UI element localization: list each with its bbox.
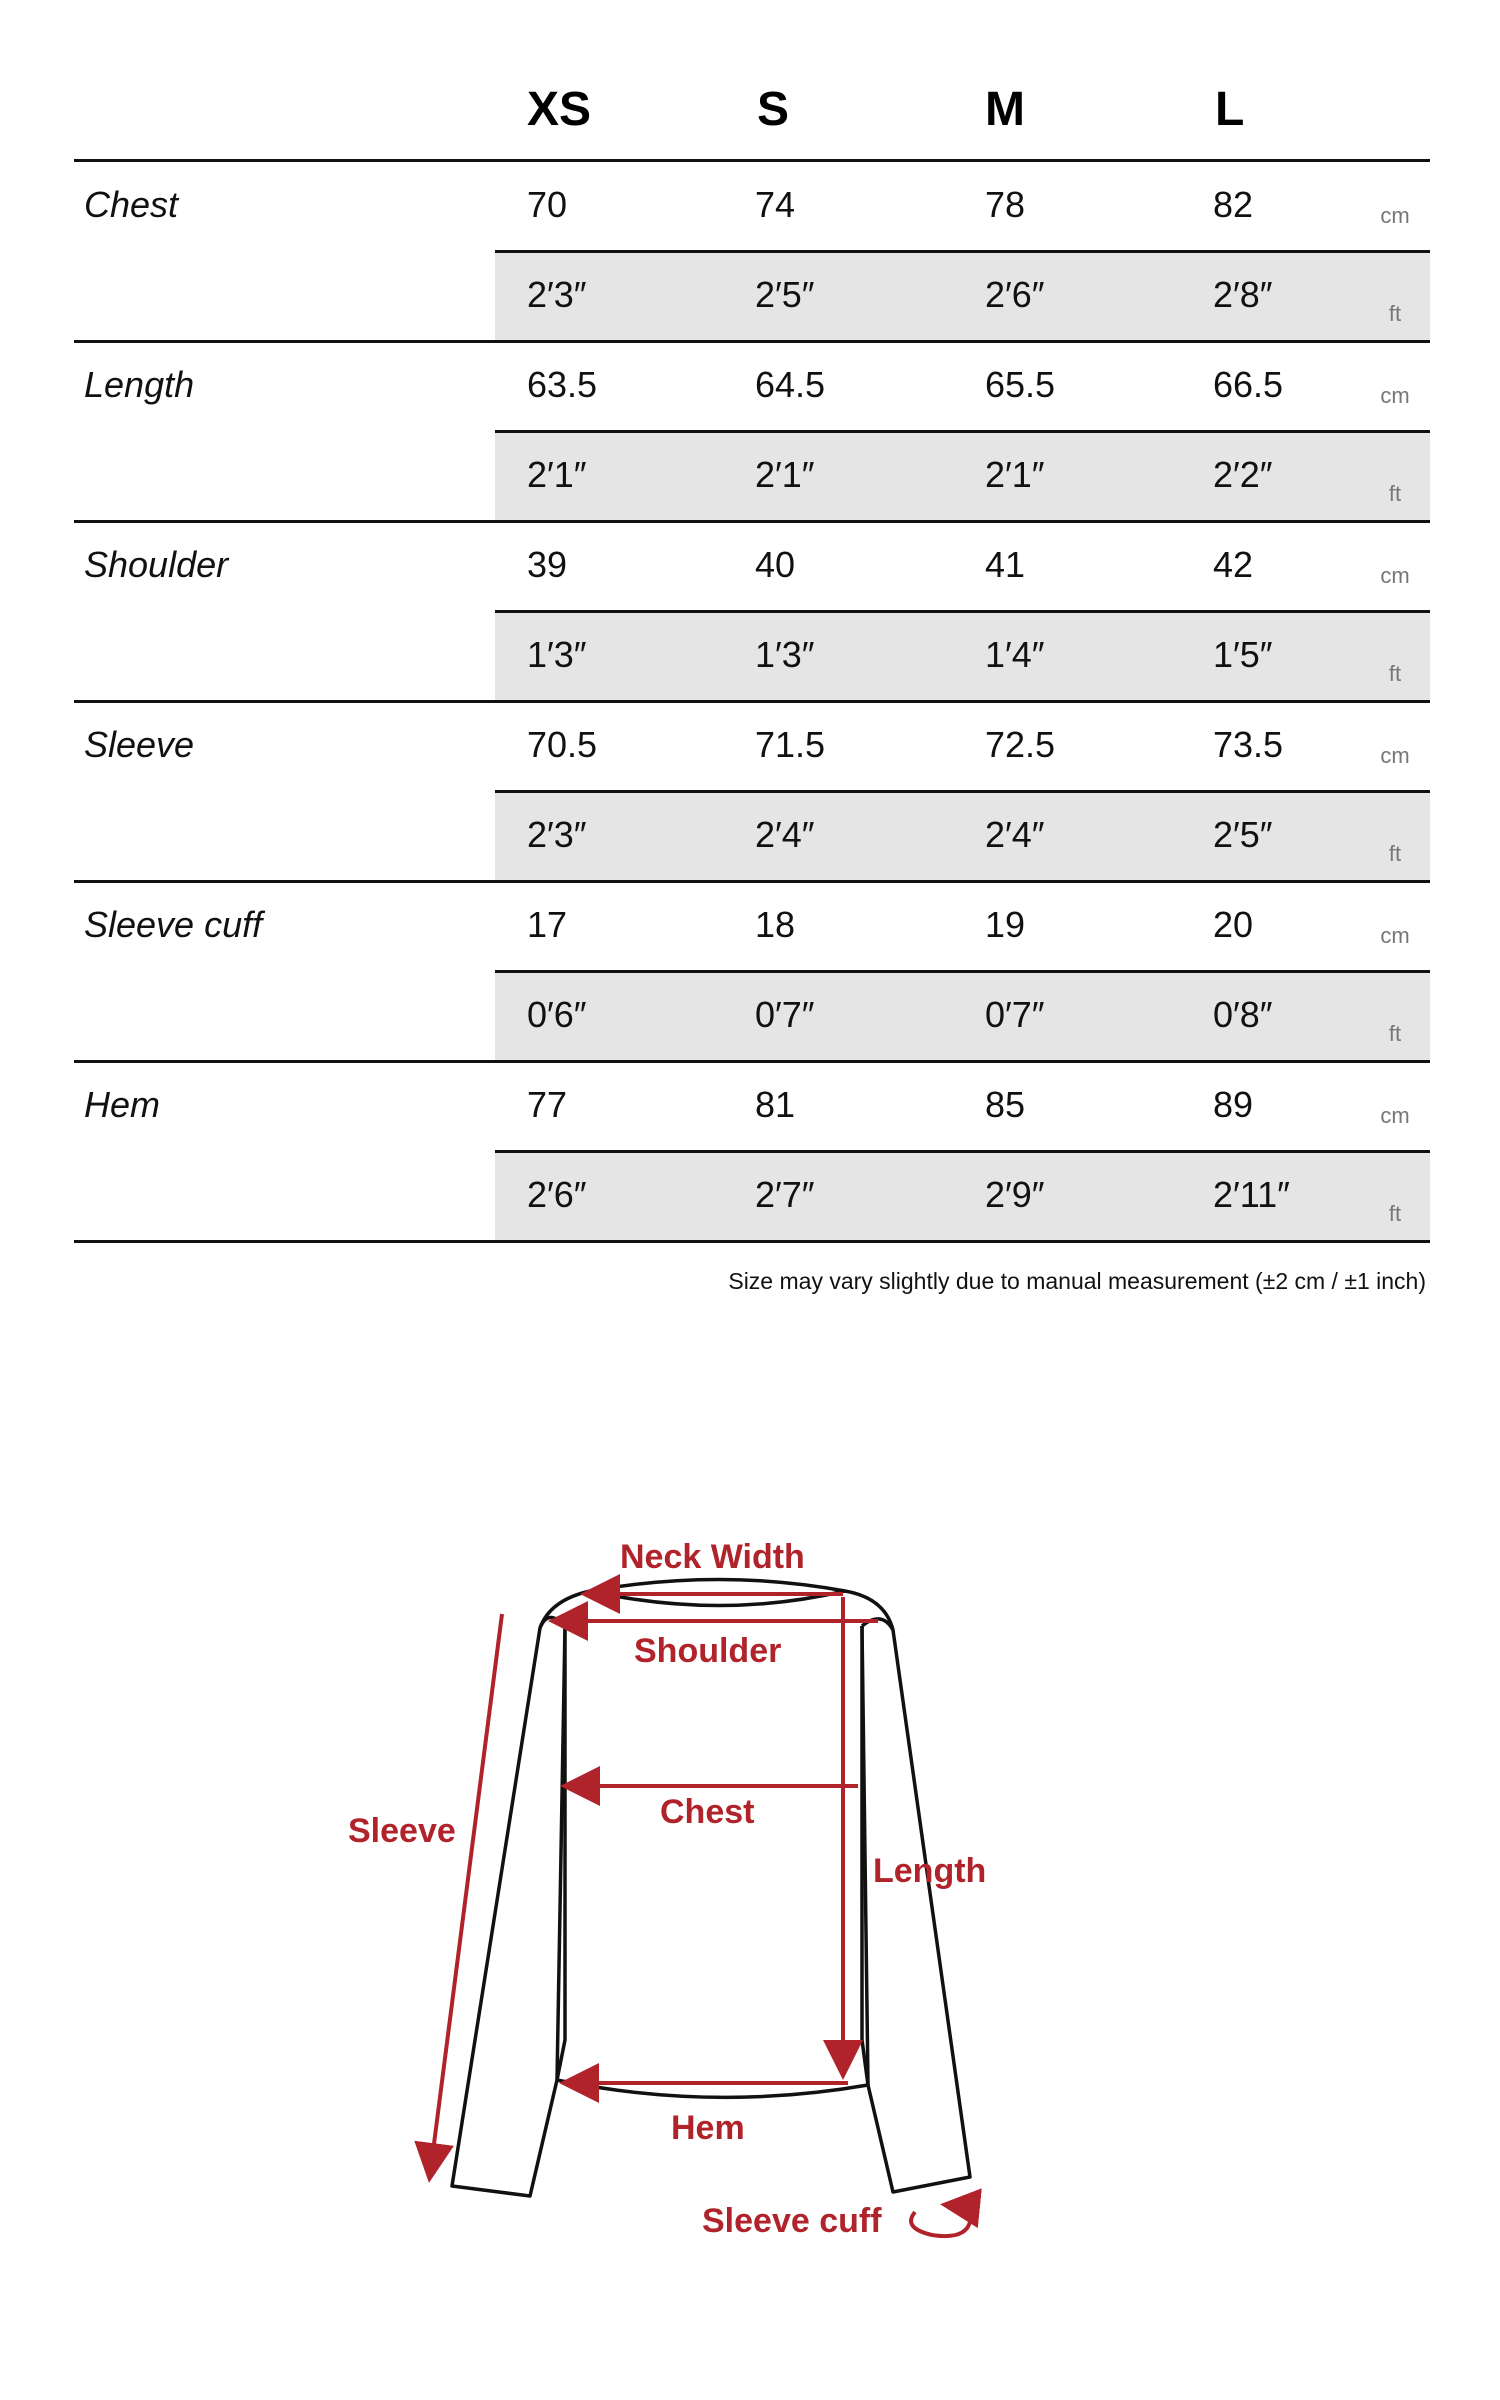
label-hem: Hem [671, 2109, 745, 2147]
cm-value-length-xs: 63.5 [527, 364, 598, 405]
ft-value-sleeve-cuff-l: 0′8″ [1213, 994, 1273, 1035]
mid-rule-length [495, 430, 1430, 433]
cm-value-chest-m: 78 [985, 184, 1026, 225]
label-sleeve: Sleeve [348, 1812, 456, 1850]
unit-cm-shoulder: cm [1380, 563, 1410, 588]
cm-value-sleeve-l: 73.5 [1213, 724, 1284, 765]
cm-value-shoulder-m: 41 [985, 544, 1026, 585]
left-sleeve [452, 1591, 590, 2196]
unit-cm-sleeve: cm [1380, 743, 1410, 768]
ft-value-shoulder-xs: 1′3″ [527, 634, 587, 675]
unit-ft-sleeve-cuff: ft [1388, 1021, 1402, 1046]
sleeve-cuff-arrow [911, 2205, 970, 2236]
ft-value-length-xs: 2′1″ [527, 454, 587, 495]
cm-value-hem-xs: 77 [527, 1084, 568, 1125]
row-label-hem: Hem [84, 1084, 161, 1125]
ft-value-sleeve-l: 2′5″ [1213, 814, 1273, 855]
row-rule-hem [74, 1240, 1430, 1243]
mid-rule-hem [495, 1150, 1430, 1153]
label-sleeve-cuff: Sleeve cuff [702, 2202, 882, 2240]
row-rule-chest [74, 340, 1430, 343]
ft-value-chest-l: 2′8″ [1213, 274, 1273, 315]
mid-rule-sleeve [495, 790, 1430, 793]
ft-value-length-s: 2′1″ [755, 454, 815, 495]
ft-band-sleeve [495, 792, 1430, 882]
ft-value-shoulder-l: 1′5″ [1213, 634, 1273, 675]
unit-ft-length: ft [1388, 481, 1402, 506]
ft-value-chest-xs: 2′3″ [527, 274, 587, 315]
unit-cm-length: cm [1380, 383, 1410, 408]
size-header-m: M [985, 83, 1025, 136]
cm-value-shoulder-l: 42 [1213, 544, 1254, 585]
cm-value-sleeve-cuff-m: 19 [985, 904, 1026, 945]
ft-value-sleeve-cuff-s: 0′7″ [755, 994, 815, 1035]
row-rule-sleeve [74, 880, 1430, 883]
size-header-l: L [1215, 83, 1245, 136]
ft-value-chest-s: 2′5″ [755, 274, 815, 315]
table-top-rule [74, 159, 1430, 162]
size-header-s: S [757, 83, 790, 136]
ft-band-length [495, 432, 1430, 522]
ft-band-shoulder [495, 612, 1430, 702]
ft-value-shoulder-s: 1′3″ [755, 634, 815, 675]
cm-value-sleeve-xs: 70.5 [527, 724, 598, 765]
ft-value-hem-l: 2′11″ [1213, 1174, 1290, 1215]
cm-value-shoulder-s: 40 [755, 544, 796, 585]
cm-value-sleeve-s: 71.5 [755, 724, 826, 765]
ft-value-hem-m: 2′9″ [985, 1174, 1045, 1215]
label-shoulder: Shoulder [634, 1632, 782, 1670]
cm-value-length-m: 65.5 [985, 364, 1056, 405]
row-label-chest: Chest [84, 184, 179, 225]
row-rule-length [74, 520, 1430, 523]
unit-ft-chest: ft [1388, 301, 1402, 326]
row-label-shoulder: Shoulder [84, 544, 229, 585]
ft-value-sleeve-cuff-m: 0′7″ [985, 994, 1045, 1035]
cm-value-shoulder-xs: 39 [527, 544, 568, 585]
unit-cm-chest: cm [1380, 203, 1410, 228]
label-length: Length [873, 1852, 987, 1890]
ft-value-hem-xs: 2′6″ [527, 1174, 587, 1215]
cm-value-chest-s: 74 [755, 184, 796, 225]
ft-band-sleeve-cuff [495, 972, 1430, 1062]
size-header-xs: XS [527, 83, 592, 136]
cm-value-length-l: 66.5 [1213, 364, 1284, 405]
cm-value-hem-l: 89 [1213, 1084, 1254, 1125]
mid-rule-shoulder [495, 610, 1430, 613]
mid-rule-sleeve-cuff [495, 970, 1430, 973]
row-label-sleeve-cuff: Sleeve cuff [84, 904, 263, 945]
cm-value-chest-xs: 70 [527, 184, 568, 225]
ft-value-hem-s: 2′7″ [755, 1174, 815, 1215]
label-neck-width: Neck Width [620, 1538, 805, 1576]
right-sleeve [845, 1591, 970, 2192]
cm-value-sleeve-cuff-s: 18 [755, 904, 796, 945]
cm-value-sleeve-m: 72.5 [985, 724, 1056, 765]
unit-ft-sleeve: ft [1388, 841, 1402, 866]
ft-value-length-l: 2′2″ [1213, 454, 1273, 495]
cm-value-sleeve-cuff-l: 20 [1213, 904, 1254, 945]
unit-cm-sleeve-cuff: cm [1380, 923, 1410, 948]
cm-value-hem-m: 85 [985, 1084, 1026, 1125]
cm-value-sleeve-cuff-xs: 17 [527, 904, 568, 945]
ft-value-length-m: 2′1″ [985, 454, 1045, 495]
ft-band-chest [495, 252, 1430, 342]
ft-value-sleeve-xs: 2′3″ [527, 814, 587, 855]
row-rule-sleeve-cuff [74, 1060, 1430, 1063]
unit-cm-hem: cm [1380, 1103, 1410, 1128]
label-chest: Chest [660, 1793, 755, 1831]
ft-value-sleeve-s: 2′4″ [755, 814, 815, 855]
mid-rule-chest [495, 250, 1430, 253]
row-label-sleeve: Sleeve [84, 724, 195, 765]
neck-back [590, 1580, 845, 1592]
cm-value-hem-s: 81 [755, 1084, 796, 1125]
sweater-diagram [0, 1500, 1500, 2300]
row-label-length: Length [84, 364, 195, 405]
ft-value-shoulder-m: 1′4″ [985, 634, 1045, 675]
row-rule-shoulder [74, 700, 1430, 703]
unit-ft-hem: ft [1388, 1201, 1402, 1226]
cm-value-length-s: 64.5 [755, 364, 826, 405]
ft-value-sleeve-cuff-xs: 0′6″ [527, 994, 587, 1035]
ft-value-sleeve-m: 2′4″ [985, 814, 1045, 855]
measurement-note: Size may vary slightly due to manual measurement (±2 cm / ±1 inch) [728, 1268, 1426, 1294]
ft-value-chest-m: 2′6″ [985, 274, 1045, 315]
unit-ft-shoulder: ft [1388, 661, 1402, 686]
cm-value-chest-l: 82 [1213, 184, 1254, 225]
